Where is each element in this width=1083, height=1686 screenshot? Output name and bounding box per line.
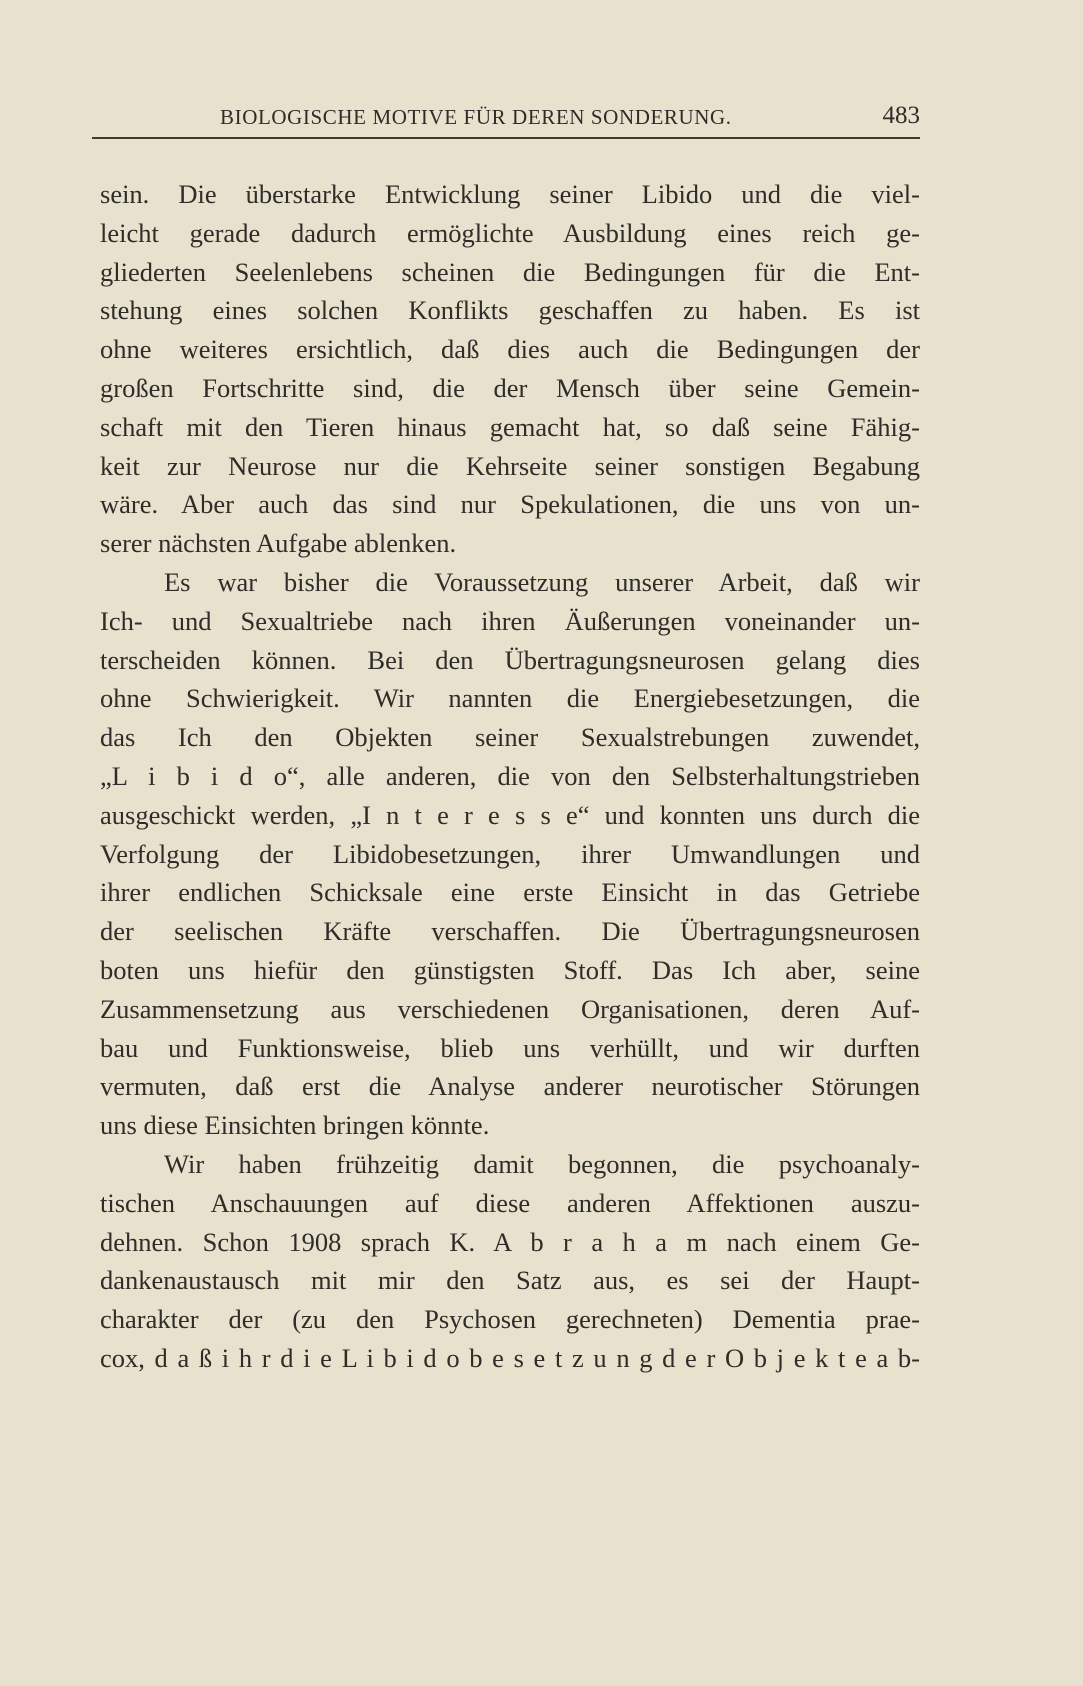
text-line: das Ich den Objekten seiner Sexualstrebungen zuwendet,: [100, 722, 920, 753]
text-line: ihrer endlichen Schicksale eine erste Einsicht in das Getriebe: [100, 877, 920, 908]
body-text: [100, 175, 920, 1378]
text-line: tischen Anschauungen auf diese anderen Affektionen auszu-: [100, 1187, 920, 1218]
text-line: Wir haben frühzeitig damit begonnen, die psychoanaly-: [164, 1148, 920, 1179]
text-line: boten uns hiefür den günstigsten Stoff. Das Ich aber, seine: [100, 954, 920, 985]
text-line: gliederten Seelenlebens scheinen die Bedingungen für die Ent-: [100, 256, 920, 287]
text-line: Verfolgung der Libidobesetzungen, ihrer Umwandlungen und: [100, 838, 920, 869]
text-line: ohne Schwierigkeit. Wir nannten die Energiebesetzungen, die: [100, 683, 920, 714]
running-header: [92, 100, 920, 136]
text-line: schaft mit den Tieren hinaus gemacht hat, so daß seine Fähig-: [100, 411, 920, 442]
text-line: serer nächsten Aufgabe ablenken.: [100, 528, 457, 559]
text-line: bau und Funktionsweise, blieb uns verhüllt, und wir durften: [100, 1032, 920, 1063]
text-line: großen Fortschritte sind, die der Mensch über seine Gemein-: [100, 372, 920, 403]
running-header-title: BIOLOGISCHE MOTIVE FÜR DEREN SONDERUNG.: [220, 105, 732, 129]
page-number: 483: [882, 102, 920, 129]
text-line: dehnen. Schon 1908 sprach K. A b r a h a m nach einem Ge-: [100, 1226, 920, 1257]
text-line: terscheiden können. Bei den Übertragungsneurosen gelang dies: [100, 644, 920, 675]
text-line: leicht gerade dadurch ermöglichte Ausbildung eines reich ge-: [100, 217, 920, 248]
text-line: der seelischen Kräfte verschaffen. Die Übertragungsneurosen: [100, 916, 920, 947]
text-line: Ich- und Sexualtriebe nach ihren Äußerungen voneinander un-: [100, 605, 920, 636]
text-line: ausgeschickt werden, „I n t e r e s s e“ und konnten uns durch die: [100, 799, 920, 830]
text-line: charakter der (zu den Psychosen gerechneten) Dementia prae-: [100, 1304, 920, 1335]
text-line: keit zur Neurose nur die Kehrseite seiner sonstigen Begabung: [100, 450, 920, 481]
text-line: wäre. Aber auch das sind nur Spekulationen, die uns von un-: [100, 489, 920, 520]
text-line: Es war bisher die Voraussetzung unserer Arbeit, daß wir: [164, 566, 920, 597]
text-line: ohne weiteres ersichtlich, daß dies auch die Bedingungen der: [100, 334, 920, 365]
text-line: „L i b i d o“, alle anderen, die von den Selbsterhaltungstrieben: [100, 760, 920, 791]
text-line: stehung eines solchen Konflikts geschaffen zu haben. Es ist: [100, 295, 920, 326]
text-line: cox, d a ß i h r d i e L i b i d o b e s e t z u n g d e r O b j e k t e a b-: [100, 1342, 920, 1373]
header-rule: [92, 137, 920, 139]
text-line: uns diese Einsichten bringen könnte.: [100, 1110, 490, 1141]
text-line: vermuten, daß erst die Analyse anderer neurotischer Störungen: [100, 1071, 920, 1102]
text-line: Zusammensetzung aus verschiedenen Organisationen, deren Auf-: [100, 993, 920, 1024]
text-line: dankenaustausch mit mir den Satz aus, es sei der Haupt-: [100, 1265, 920, 1296]
text-line: sein. Die überstarke Entwicklung seiner Libido und die viel-: [100, 179, 920, 209]
